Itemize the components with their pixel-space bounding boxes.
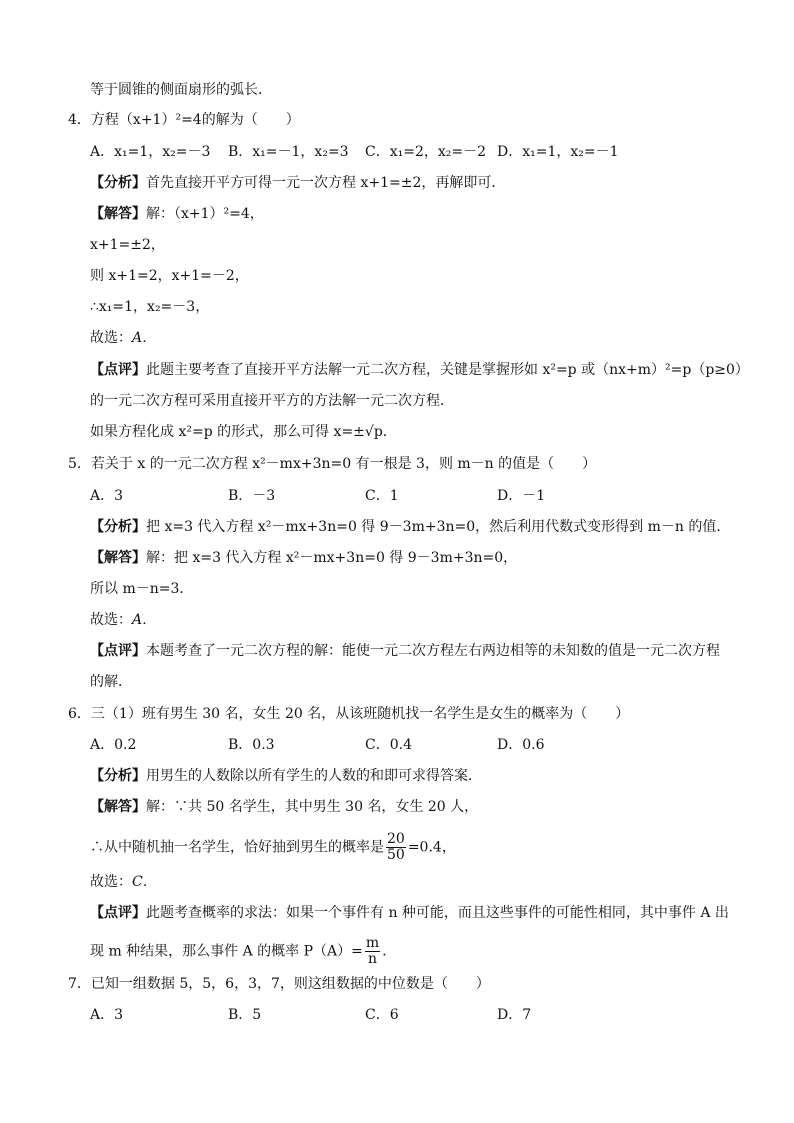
analysis-line — [90, 766, 482, 786]
comment-text: 此题考查概率的求法：如果一个事件有 n 种可能，而且这些事件的可能性相同，其中事件 A 出 — [146, 905, 729, 921]
analysis-text: 把 x=3 代入方程 x²－mx+3n=0 得 9－3m+3n=0，然后利用代数式变形得到 m－n 的值． — [146, 519, 731, 535]
analysis-label: 【分析】 — [90, 768, 146, 784]
solution-line — [90, 548, 517, 568]
comment-line — [90, 641, 720, 661]
comment-text: 本题考查了一元二次方程的解：能使一元二次方程左右两边相等的未知数的值是一元二次方程 — [146, 643, 720, 659]
question-text: 已知一组数据 5，5，6，3，7，则这组数据的中位数是（ ） — [90, 976, 490, 992]
answer-value: C． — [132, 874, 157, 890]
option-c: C．6 — [365, 1007, 399, 1023]
question-text: 若关于 x 的一元二次方程 x²－mx+3n=0 有一根是 3，则 m－n 的值是（ ） — [90, 456, 597, 472]
comment-text: 此题主要考查了直接开平方法解一元二次方程，关键是掌握形如 x²=p 或（nx+m）²=p（p≥0） — [146, 362, 749, 378]
comment-text: ． — [382, 943, 397, 960]
solution-text: 解：∵共 50 名学生，其中男生 30 名，女生 20 人， — [146, 799, 479, 815]
answer-value: A． — [132, 612, 157, 628]
comment-line — [90, 903, 729, 923]
question-number: 6． — [68, 706, 91, 722]
option-b: B．x₁=－1，x₂=3 — [228, 144, 349, 160]
fraction-numerator: m — [365, 935, 380, 951]
solution-line — [90, 797, 478, 817]
solution-step: 所以 m－n=3． — [90, 581, 194, 597]
analysis-line — [90, 517, 730, 537]
comment-label: 【点评】 — [90, 362, 146, 378]
question-number: 4． — [68, 112, 91, 128]
solution-step: x+1=±2， — [90, 237, 165, 253]
fraction-denominator: 50 — [387, 847, 405, 863]
comment-text: 的解． — [90, 674, 132, 690]
option-a: A．3 — [90, 1007, 124, 1023]
comment-label: 【点评】 — [90, 905, 146, 921]
question-4-stem — [68, 110, 300, 130]
fraction — [386, 832, 406, 863]
option-d: D．0.6 — [497, 737, 545, 753]
fraction-denominator: n — [368, 951, 378, 967]
analysis-label: 【分析】 — [90, 175, 146, 191]
solution-label: 【解答】 — [90, 206, 146, 222]
intro-text: 等于圆锥的侧面扇形的弧长． — [90, 82, 272, 98]
answer-label: 故选： — [90, 330, 132, 346]
question-6-stem — [68, 704, 629, 724]
option-a: A．3 — [90, 488, 124, 504]
question-number: 7． — [68, 976, 91, 992]
question-7-stem — [68, 974, 490, 994]
solution-line — [90, 204, 264, 224]
option-c: C．x₁=2，x₂=－2 — [365, 144, 487, 160]
option-d: D．7 — [497, 1007, 532, 1023]
solution-label: 【解答】 — [90, 799, 146, 815]
solution-step — [90, 832, 456, 863]
answer-value: A． — [132, 330, 157, 346]
fraction-numerator: 20 — [387, 831, 405, 847]
option-a: A．x₁=1，x₂=－3 — [90, 144, 211, 160]
analysis-line — [90, 173, 505, 193]
option-d: D．－1 — [497, 488, 546, 504]
option-c: C．1 — [365, 488, 399, 504]
solution-step: 则 x+1=2，x+1=－2， — [90, 268, 249, 284]
fraction — [365, 936, 380, 967]
option-b: B．－3 — [228, 488, 276, 504]
comment-text: 的一元二次方程可采用直接开平方的方法解一元二次方程． — [90, 393, 454, 409]
analysis-text: 用男生的人数除以所有学生的人数的和即可求得答案． — [146, 768, 482, 784]
question-number: 5． — [68, 456, 91, 472]
solution-label: 【解答】 — [90, 550, 146, 566]
option-d: D．x₁=1，x₂=－1 — [497, 144, 619, 160]
solution-text: 解：把 x=3 代入方程 x²－mx+3n=0 得 9－3m+3n=0， — [146, 550, 518, 566]
answer-label: 故选： — [90, 874, 132, 890]
option-b: B．0.3 — [228, 737, 275, 753]
comment-text: 现 m 种结果，那么事件 A 的概率 P（A）= — [90, 943, 363, 960]
question-text: 方程（x+1）²=4的解为（ ） — [90, 112, 300, 128]
analysis-text: 首先直接开平方可得一元一次方程 x+1=±2，再解即可． — [146, 175, 506, 191]
option-c: C．0.4 — [365, 737, 412, 753]
solution-text: =0.4， — [407, 839, 456, 856]
comment-text: 如果方程化成 x²=p 的形式，那么可得 x=±√p． — [90, 424, 397, 440]
option-a: A．0.2 — [90, 737, 137, 753]
answer-label: 故选： — [90, 612, 132, 628]
comment-line — [90, 360, 749, 380]
comment-label: 【点评】 — [90, 643, 146, 659]
question-5-stem — [68, 454, 596, 474]
analysis-label: 【分析】 — [90, 519, 146, 535]
answer-line — [90, 610, 156, 630]
option-b: B．5 — [228, 1007, 262, 1023]
solution-step: ∴x₁=1，x₂=－3， — [90, 299, 210, 315]
answer-line — [90, 328, 156, 348]
solution-text: ∴从中随机抽一名学生，恰好抽到男生的概率是 — [90, 839, 384, 856]
solution-text: 解：（x+1）²=4， — [146, 206, 264, 222]
answer-line — [90, 872, 157, 892]
question-text: 三（1）班有男生 30 名，女生 20 名，从该班随机找一名学生是女生的概率为（ ） — [90, 706, 630, 722]
comment-text — [90, 936, 396, 967]
